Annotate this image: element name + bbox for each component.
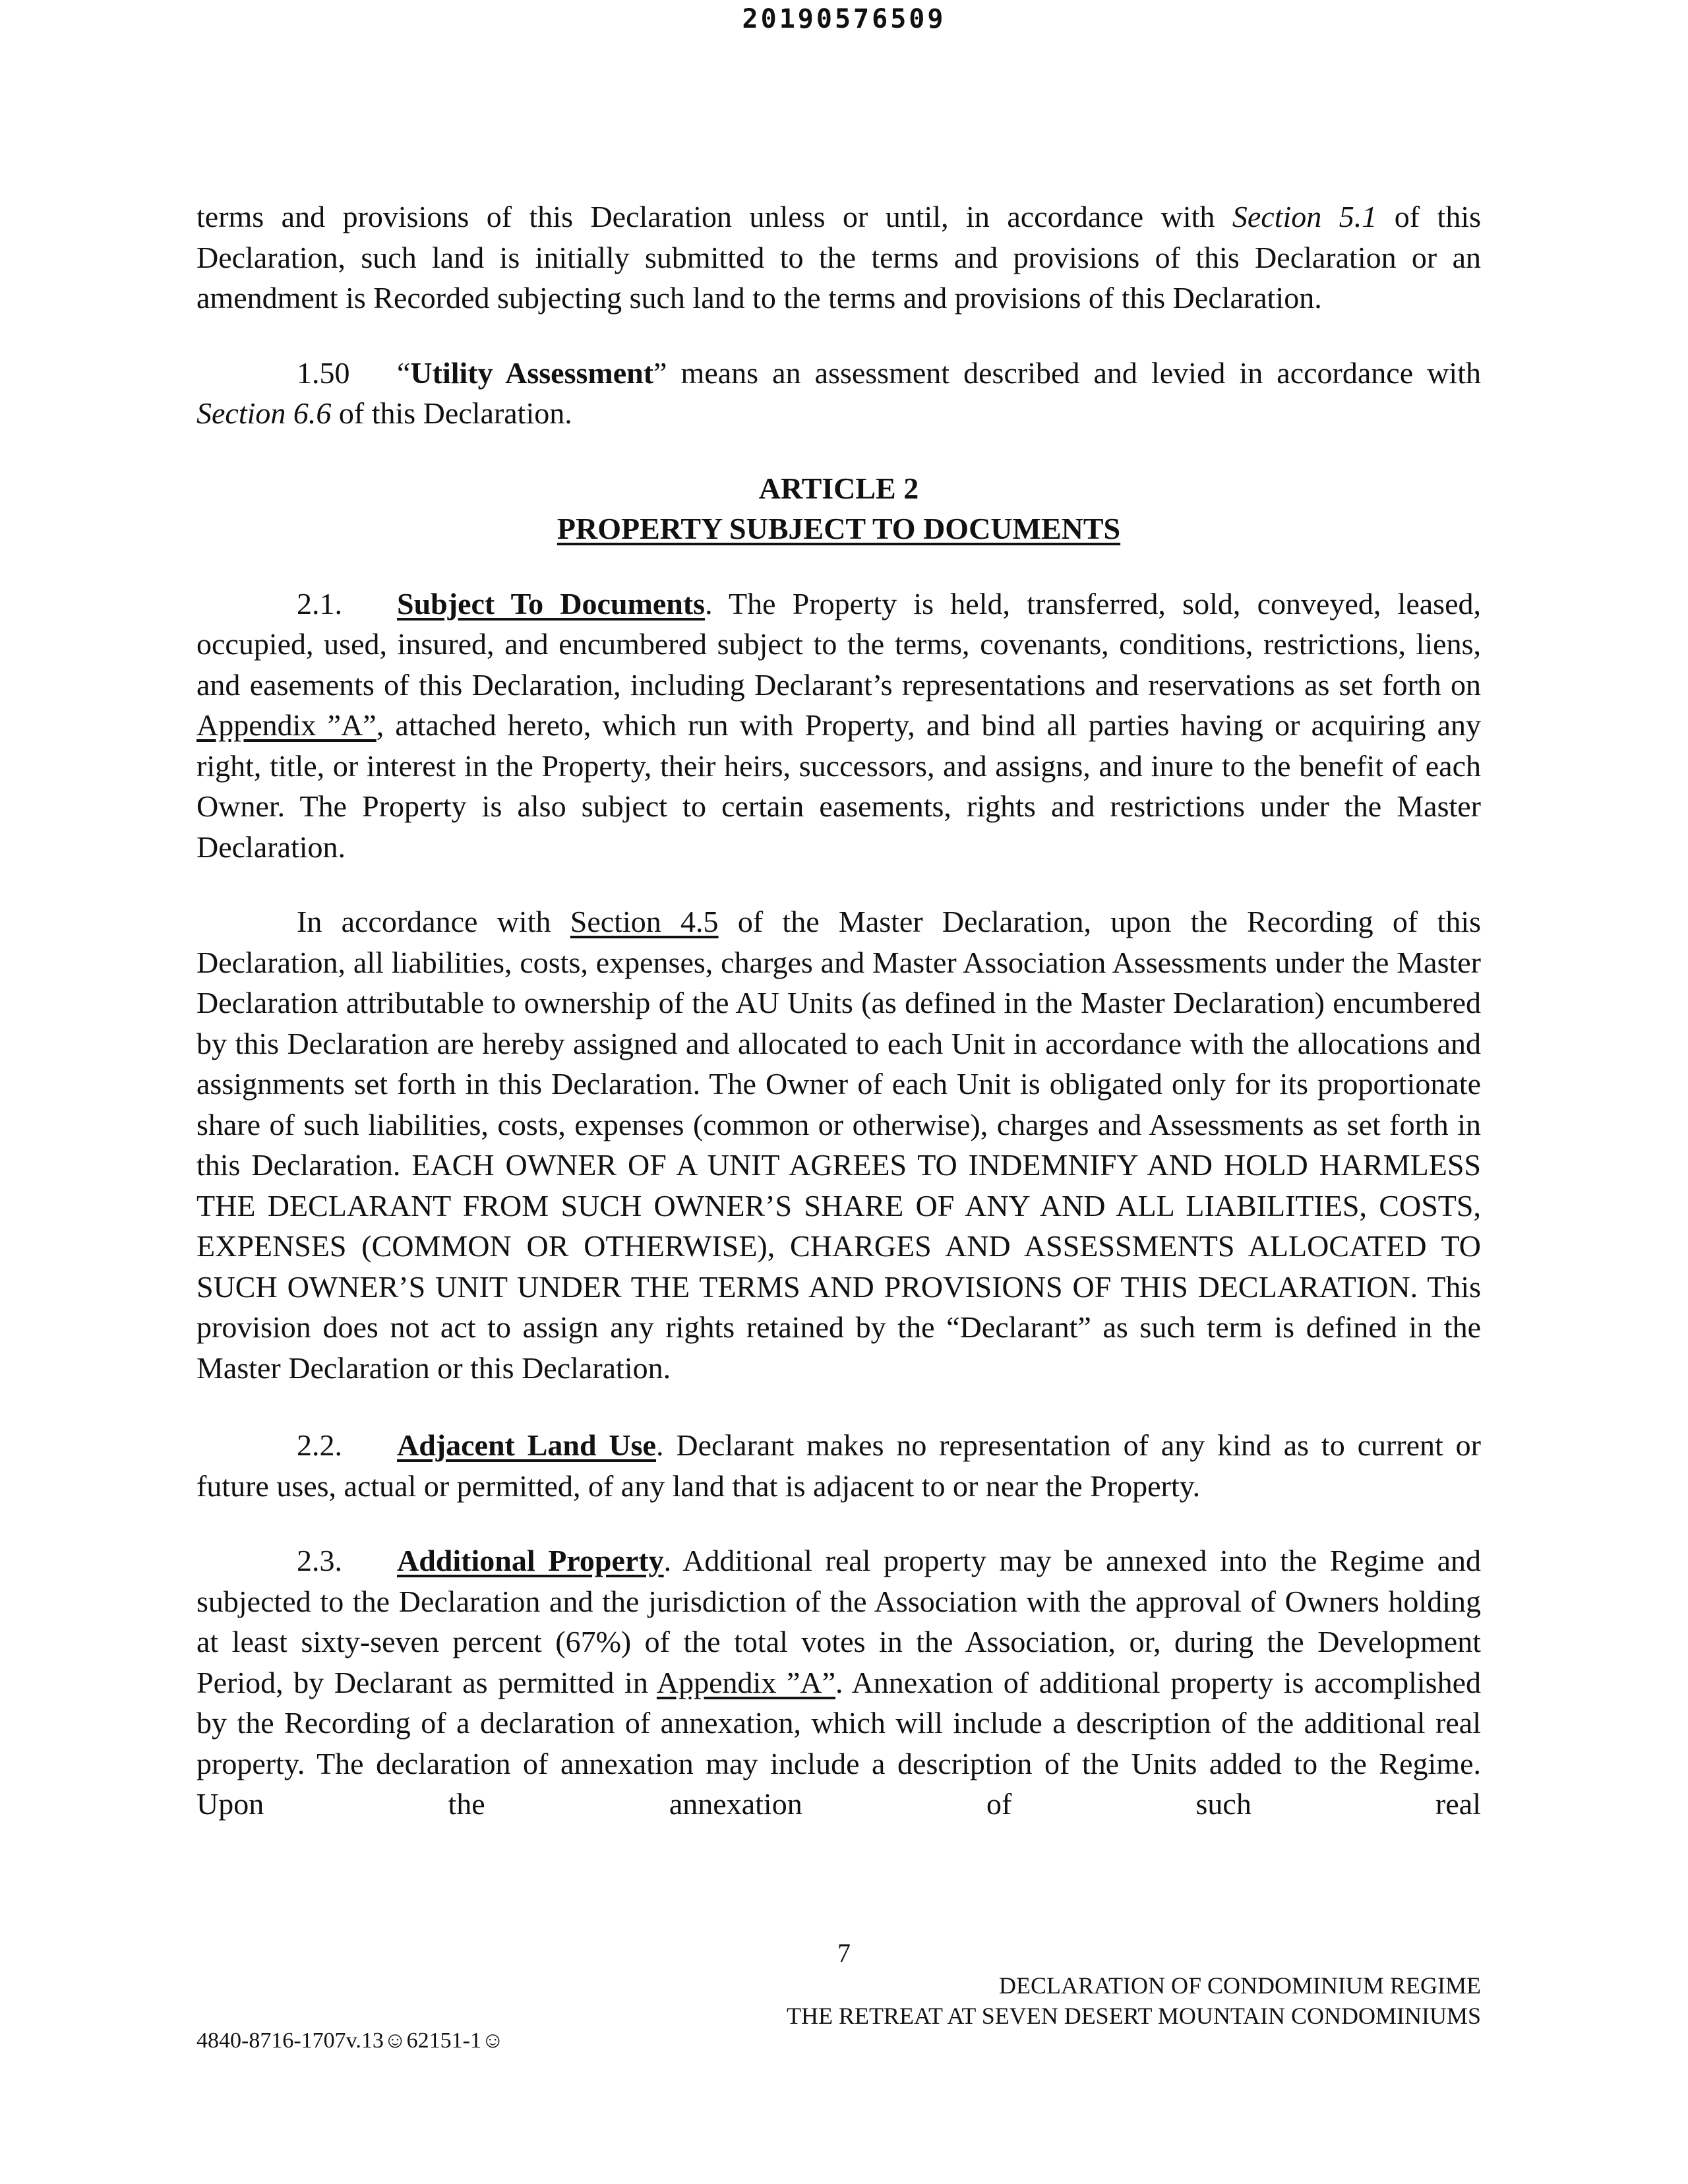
page-number: 7 <box>837 1938 851 1968</box>
section-2-2: 2.2. Adjacent Land Use. Declarant makes no representation of any kind as to current or future uses, actual or permitted, of any land that is adjacent to or near the Property. <box>196 1425 1481 1506</box>
definition-1-50: 1.50 “Utility Assessment” means an assessment described and levied in accordance with Section 6.6 of this Declaration. <box>196 353 1481 434</box>
section-number: 2.2. <box>297 1428 342 1462</box>
recording-number: 20190576509 <box>742 4 946 34</box>
footer-title-line-1: DECLARATION OF CONDOMINIUM REGIME <box>999 1972 1481 1999</box>
appendix-reference: Appendix ”A” <box>656 1665 835 1699</box>
section-title: Adjacent Land Use <box>397 1428 656 1462</box>
defined-term: Utility Assessment <box>410 355 654 390</box>
section-title: Additional Property <box>397 1544 664 1577</box>
footer-title-line-2: THE RETREAT AT SEVEN DESERT MOUNTAIN CONDOMINIUMS <box>787 2003 1481 2029</box>
section-2-3: 2.3. Additional Property. Additional real property may be annexed into the Regime and subjected to the Declaration and the jurisdiction of the Association with the approval of Owners holding at least sixty-seven percent (67%) of the total votes in the Association, or, during the Development Period, by Declarant as permitted in Appendix ”A”. Annexation of additional property is accomplished by the Recording of a declaration of annexation, which will include a description of the additional real property. The declaration of annexation may include a description of the Units added to the Regime. Upon the annexation of such real <box>196 1540 1481 1825</box>
section-number: 2.3. <box>297 1544 342 1577</box>
footer-document-id: 4840-8716-1707v.13☺62151-1☺ <box>196 2028 504 2053</box>
appendix-reference: Appendix ”A” <box>196 708 377 742</box>
article-title: PROPERTY SUBJECT TO DOCUMENTS <box>557 512 1121 545</box>
section-number: 2.1. <box>297 586 342 621</box>
document-body <box>196 197 1481 1825</box>
article-label: ARTICLE 2 <box>758 471 919 505</box>
section-number: 1.50 <box>297 355 350 390</box>
section-title: Subject To Documents <box>397 586 706 621</box>
section-reference: Section 4.5 <box>570 905 719 938</box>
master-declaration-paragraph: In accordance with Section 4.5 of the Master Declaration, upon the Recording of this Declaration, all liabilities, costs, expenses, charges and Master Association Assessments under the Master Declaration attributable to ownership of the AU Units (as defined in the Master Declaration) encumbered by this Declaration are hereby assigned and allocated to each Unit in accordance with the allocations and assignments set forth in this Declaration. The Owner of each Unit is obligated only for its proportionate share of such liabilities, costs, expenses (common or otherwise), charges and Assessments as set forth in this Declaration. EACH OWNER OF A UNIT AGREES TO INDEMNIFY AND HOLD HARMLESS THE DECLARANT FROM SUCH OWNER’S SHARE OF ANY AND ALL LIABILITIES, COSTS, EXPENSES (COMMON OR OTHERWISE), CHARGES AND ASSESSMENTS ALLOCATED TO SUCH OWNER’S UNIT UNDER THE TERMS AND PROVISIONS OF THIS DECLARATION. This provision does not act to assign any rights retained by the “Declarant” as such term is defined in the Master Declaration or this Declaration. <box>196 905 1482 1385</box>
section-2-1: 2.1. Subject To Documents. The Property is held, transferred, sold, conveyed, leased, occupied, used, insured, and encumbered subject to the terms, covenants, conditions, restrictions, liens, and easements of this Declaration, including Declarant’s representations and reservations as set forth on Appendix ”A”, attached hereto, which run with Property, and bind all parties having or acquiring any right, title, or interest in the Property, their heirs, successors, and assigns, and inure to the benefit of each Owner. The Property is also subject to certain easements, rights and restrictions under the Master Declaration. <box>196 584 1481 868</box>
section-reference: Section 5.1 <box>1232 200 1377 233</box>
section-reference: Section 6.6 <box>196 396 332 430</box>
paragraph-continuation: terms and provisions of this Declaration unless or until, in accordance with Section 5.1 of this Declaration, such land is initially submitted to the terms and provisions of this Declaration or an amendment is Recorded subjecting such land to the terms and provisions of this Declaration. <box>196 200 1481 315</box>
